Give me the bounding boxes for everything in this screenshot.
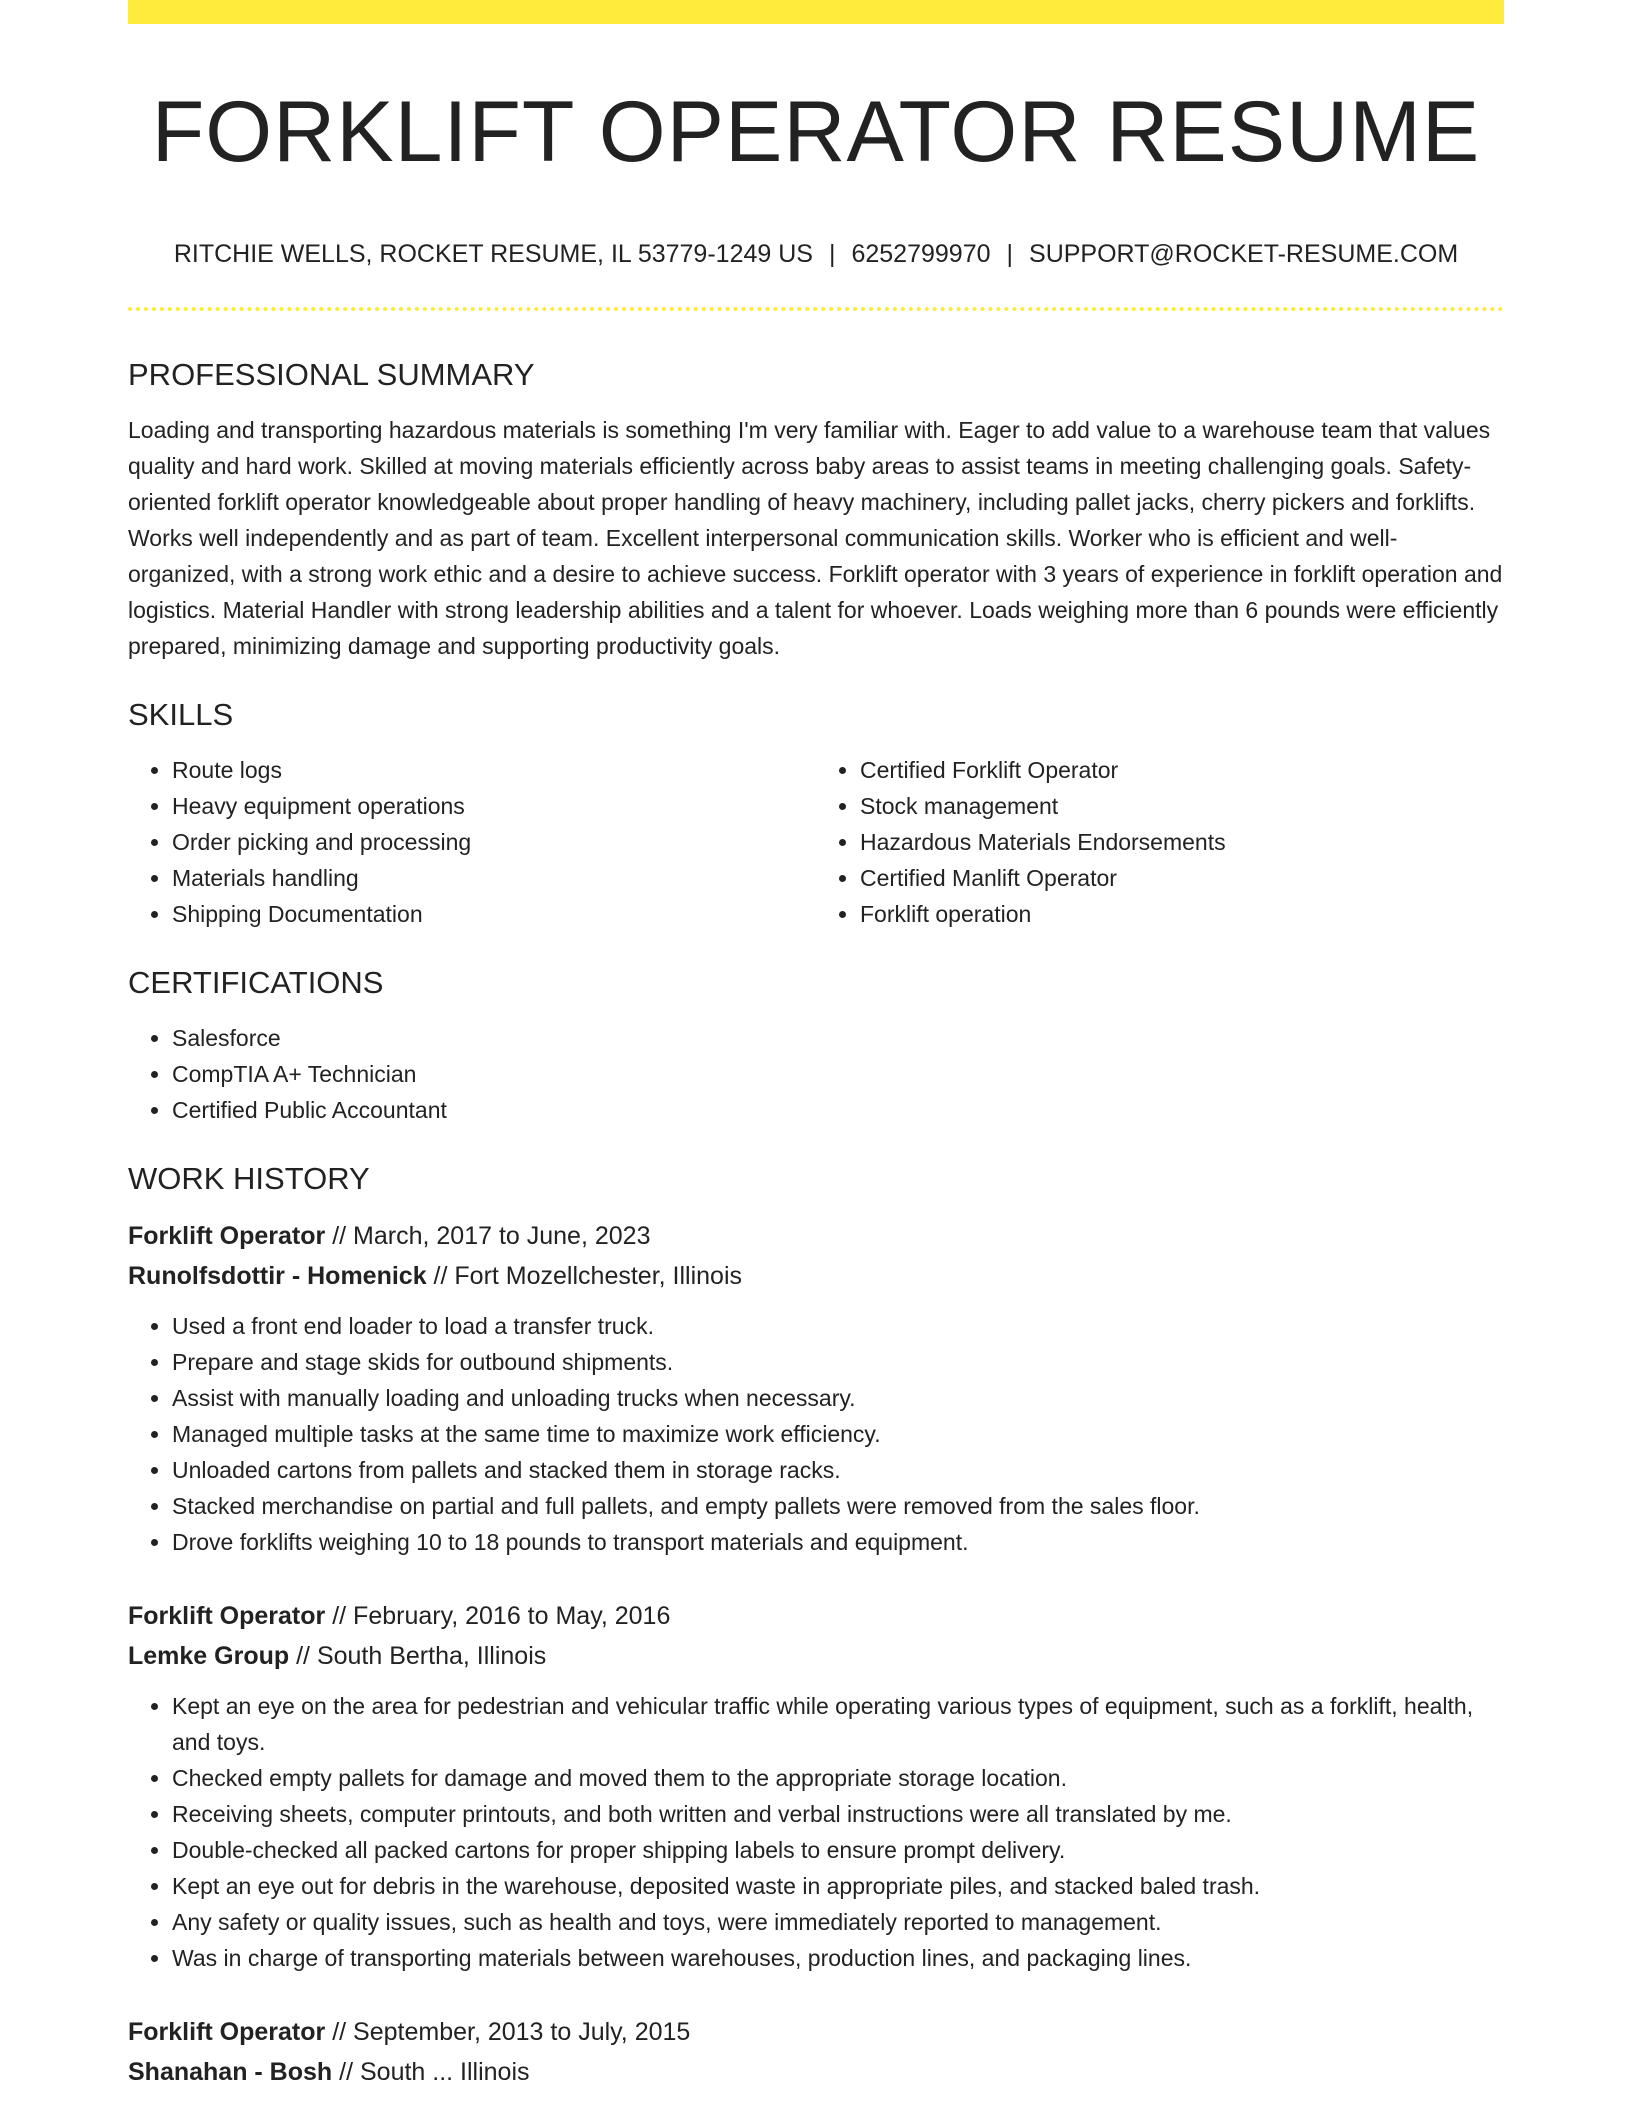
certification-item: • Salesforce: [172, 1020, 1504, 1056]
work-history-heading: WORK HISTORY: [128, 1161, 370, 1196]
job-title-line: [128, 2012, 1504, 2052]
job-entry: [128, 1216, 1504, 1560]
job-company: Shanahan - Bosh: [128, 2058, 333, 2086]
job-separator: //: [426, 1262, 455, 1290]
skills-columns: [128, 752, 1504, 932]
job-dates: September, 2013 to July, 2015: [353, 2018, 691, 2046]
certifications-section: [128, 960, 1504, 1128]
summary-text: Loading and transporting hazardous materials is something I'm very familiar with. Eager to add value to a warehouse team that values quality and hard work. Skilled at moving materials efficiently across baby areas to assist teams in meeting challenging goals. Safety-oriented forklift operator knowledgeable about proper handling of heavy machinery, including pallet jacks, cherry pickers and forklifts. Works well independently and as part of team. Excellent interpersonal communication skills. Worker who is efficient and well-organized, with a strong work ethic and a desire to achieve success. Forklift operator with 3 years of experience in forklift operation and logistics. Material Handler with strong leadership abilities and a talent for whoever. Loads weighing more than 6 pounds were efficiently prepared, minimizing damage and supporting productivity goals.: [128, 417, 1503, 659]
certifications-heading: CERTIFICATIONS: [128, 965, 384, 1000]
job-separator: //: [289, 1642, 317, 1670]
job-separator: //: [325, 1222, 354, 1250]
job-dates: March, 2017 to June, 2023: [353, 1222, 651, 1250]
job-separator: //: [325, 1602, 354, 1630]
skill-item: • Heavy equipment operations: [172, 788, 816, 824]
skill-item: • Route logs: [172, 752, 816, 788]
resume-content: [128, 352, 1504, 2092]
job-company: Runolfsdottir - Homenick: [128, 1262, 427, 1290]
skill-item: • Materials handling: [172, 860, 816, 896]
job-bullet: • Assist with manually loading and unloading trucks when necessary.: [172, 1380, 1504, 1416]
contact-line: [128, 236, 1504, 272]
skill-item: • Hazardous Materials Endorsements: [860, 824, 1504, 860]
job-title: Forklift Operator: [128, 2018, 326, 2046]
job-separator: //: [332, 2058, 360, 2086]
job-title-line: [128, 1216, 1504, 1256]
job-bullet: • Drove forklifts weighing 10 to 18 pounds to transport materials and equipment.: [172, 1524, 1504, 1560]
job-bullet: • Used a front end loader to load a transfer truck.: [172, 1308, 1504, 1344]
skill-item: • Order picking and processing: [172, 824, 816, 860]
job-title: Forklift Operator: [128, 1602, 326, 1630]
job-company-line: [128, 1636, 1504, 1676]
skill-item: • Stock management: [860, 788, 1504, 824]
job-bullet: • Kept an eye out for debris in the warehouse, deposited waste in appropriate piles, and stacked baled trash.: [172, 1868, 1504, 1904]
skills-section: [128, 692, 1504, 932]
job-bullet: • Managed multiple tasks at the same time to maximize work efficiency.: [172, 1416, 1504, 1452]
summary-section: [128, 352, 1504, 664]
job-company: Lemke Group: [128, 1642, 290, 1670]
job-location: South ... Illinois: [359, 2058, 530, 2086]
certification-item: • Certified Public Accountant: [172, 1092, 1504, 1128]
contact-phone: 6252799970: [851, 240, 991, 268]
job-bullet: • Kept an eye on the area for pedestrian and vehicular traffic while operating various types of equipment, such as a forklift, health, and toys.: [172, 1688, 1504, 1760]
work-history-section: [128, 1156, 1504, 2092]
job-bullet: • Any safety or quality issues, such as health and toys, were immediately reported to management.: [172, 1904, 1504, 1940]
job-bullet: • Checked empty pallets for damage and moved them to the appropriate storage location.: [172, 1760, 1504, 1796]
certification-item: • CompTIA A+ Technician: [172, 1056, 1504, 1092]
dotted-divider: [128, 307, 1504, 311]
job-bullet: • Receiving sheets, computer printouts, and both written and verbal instructions were all translated by me.: [172, 1796, 1504, 1832]
job-bullet: • Double-checked all packed cartons for proper shipping labels to ensure prompt delivery.: [172, 1832, 1504, 1868]
job-company-line: [128, 1256, 1504, 1296]
job-entry: [128, 2012, 1504, 2092]
job-bullets: [128, 1308, 1504, 1560]
job-bullet: • Was in charge of transporting materials between warehouses, production lines, and packaging lines.: [172, 1940, 1504, 1976]
job-bullet: • Stacked merchandise on partial and full pallets, and empty pallets were removed from the sales floor.: [172, 1488, 1504, 1524]
skill-item: • Forklift operation: [860, 896, 1504, 932]
job-separator: //: [325, 2018, 354, 2046]
contact-separator: |: [828, 240, 836, 268]
resume-title: FORKLIFT OPERATOR RESUME: [151, 84, 1481, 180]
job-location: Fort Mozellchester, Illinois: [454, 1262, 743, 1290]
skill-item: • Certified Manlift Operator: [860, 860, 1504, 896]
skill-item: • Shipping Documentation: [172, 896, 816, 932]
jobs-list: [128, 1216, 1504, 2092]
certifications-list: [128, 1020, 1504, 1128]
job-title: Forklift Operator: [128, 1222, 326, 1250]
skills-list-right: [816, 752, 1504, 932]
skills-list-left: [128, 752, 816, 932]
contact-email[interactable]: SUPPORT@ROCKET-RESUME.COM: [1029, 240, 1459, 268]
job-dates: February, 2016 to May, 2016: [353, 1602, 671, 1630]
job-bullet: • Prepare and stage skids for outbound shipments.: [172, 1344, 1504, 1380]
skills-heading: SKILLS: [128, 697, 234, 732]
summary-heading: PROFESSIONAL SUMMARY: [128, 357, 535, 392]
job-location: South Bertha, Illinois: [316, 1642, 547, 1670]
job-bullet: • Unloaded cartons from pallets and stacked them in storage racks.: [172, 1452, 1504, 1488]
contact-separator: |: [1006, 240, 1014, 268]
job-bullets: [128, 1688, 1504, 1976]
job-title-line: [128, 1596, 1504, 1636]
job-company-line: [128, 2052, 1504, 2092]
skill-item: • Certified Forklift Operator: [860, 752, 1504, 788]
job-entry: [128, 1596, 1504, 1976]
accent-top-bar: [128, 0, 1504, 24]
contact-address: RITCHIE WELLS, ROCKET RESUME, IL 53779-1249 US: [173, 240, 813, 268]
